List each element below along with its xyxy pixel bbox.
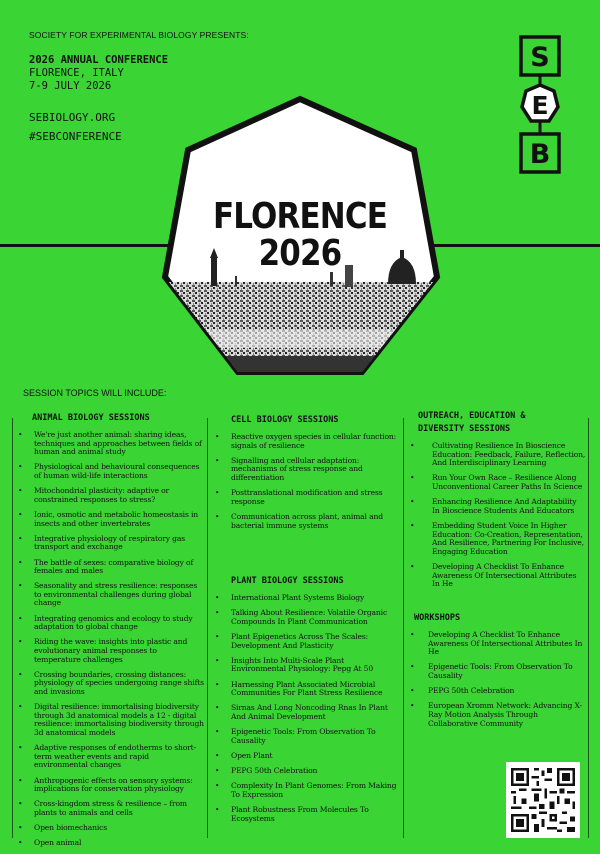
list-item: • We're just another animal: sharing ideas, techniques and approaches between fields of human and animal study bbox=[18, 430, 202, 457]
list-item: • Open animal bbox=[18, 838, 82, 848]
presenter-line: SOCIETY FOR EXPERIMENTAL BIOLOGY PRESENTS: bbox=[29, 30, 249, 40]
hashtag: #SEBCONFERENCE bbox=[29, 130, 122, 143]
list-item: • European Xromm Network: Advancing X-Ray Motion Analysis Through Collaborative Community bbox=[410, 701, 582, 728]
list-item: • Integrative physiology of respiratory gas transport and exchange bbox=[18, 533, 185, 552]
list-item: • Riding the wave: insights into plastic and evolutionary animal responses to temperature challenges bbox=[18, 637, 188, 664]
outreach-column bbox=[406, 410, 586, 595]
cell-sessions-list bbox=[211, 433, 399, 530]
list-item: • Plant Epigenetics Across The Scales: Development And Plasticity bbox=[215, 631, 369, 650]
hero-year: 2026 bbox=[258, 233, 342, 274]
list-item: • Harnessing Plant Associated Microbial Communities For Plant Stress Resilience bbox=[215, 679, 383, 698]
list-item: • Communication across plant, animal and bacterial immune systems bbox=[215, 511, 383, 530]
logo-letter-b: B bbox=[529, 139, 551, 170]
plant-sessions-list bbox=[211, 594, 399, 823]
conference-location: FLORENCE, ITALY bbox=[29, 67, 124, 79]
list-item: • PEPG 50th Celebration bbox=[410, 686, 515, 696]
conference-dates: 7-9 JULY 2026 bbox=[29, 80, 112, 92]
list-item: • Cross-kingdom stress & resilience – from plants to animals and cells bbox=[18, 799, 187, 817]
list-item: • Open Plant bbox=[215, 750, 273, 760]
list-item: • Open biomechanics bbox=[18, 823, 108, 833]
website-link[interactable]: SEBIOLOGY.ORG bbox=[29, 111, 116, 124]
qr-code[interactable] bbox=[506, 762, 580, 838]
workshops-column bbox=[406, 612, 588, 735]
list-item: • Crossing boundaries, crossing distances: physiology of species undergoing range shifts and invasions bbox=[18, 669, 204, 696]
list-item: • Cultivating Resilience In Bioscience Education: Feedback, Failure, Reflection, And Interdisciplinary Learning bbox=[410, 441, 586, 468]
workshops-list bbox=[406, 631, 588, 728]
animal-biology-column bbox=[14, 412, 204, 854]
list-item: • Complexity In Plant Genomes: From Making To Expression bbox=[215, 781, 397, 799]
list-item: • Anthropogenic effects on sensory systems: implications for conservation physiology bbox=[18, 775, 193, 794]
list-item: • International Plant Systems Biology bbox=[215, 593, 365, 602]
list-item: • Run Your Own Race – Resilience Along Unconventional Career Paths In Science bbox=[410, 473, 583, 491]
list-item: • PEPG 50th Celebration bbox=[215, 766, 318, 776]
list-item: • Ionic, osmotic and metabolic homeostasis in insects and other invertebrates bbox=[18, 509, 198, 528]
column-divider bbox=[403, 418, 404, 838]
list-item: • Posttranslational modification and stress response bbox=[215, 488, 383, 506]
list-item: • Talking About Resilience: Volatile Organic Compounds In Plant Communication bbox=[215, 608, 388, 626]
list-item: • The battle of sexes: comparative biology of females and males bbox=[18, 557, 194, 576]
column-divider bbox=[207, 418, 208, 838]
seb-logo bbox=[518, 34, 562, 176]
logo-letter-s: S bbox=[530, 42, 550, 73]
list-item: • Developing A Checklist To Enhance Awareness Of Intersectional Attributes In He bbox=[410, 630, 583, 657]
section-title: ANIMAL BIOLOGY SESSIONS bbox=[32, 413, 150, 423]
list-item: • Mitochondrial plasticity: adaptive or constrained responses to stress? bbox=[18, 486, 170, 504]
list-item: • Digital resilience: immortalising biodiversity through 3d anatomical models a 12 - digital resilience: immortalising biodiversity through 3d anatomical models bbox=[18, 702, 204, 737]
conference-title: 2026 ANNUAL CONFERENCE bbox=[29, 54, 169, 66]
outreach-sessions-list bbox=[406, 442, 586, 589]
hero-title: FLORENCE bbox=[213, 196, 387, 237]
logo-letter-e: E bbox=[531, 91, 549, 120]
column-divider bbox=[588, 418, 589, 838]
list-item: • Enhancing Resilience And Adaptability In Bioscience Students And Educators bbox=[410, 497, 577, 515]
list-item: • Epigenetic Tools: From Observation To Causality bbox=[410, 662, 573, 680]
session-topics-label: SESSION TOPICS WILL INCLUDE: bbox=[23, 388, 167, 398]
list-item: • Seasonality and stress resilience: responses to environmental challenges during global change bbox=[18, 581, 198, 608]
list-item: • Sirnas And Long Noncoding Rnas In Plant And Animal Development bbox=[215, 703, 388, 721]
list-item: • Plant Robustness From Molecules To Ecosystems bbox=[215, 805, 369, 823]
section-title: OUTREACH, EDUCATION & DIVERSITY SESSIONS bbox=[418, 411, 526, 434]
list-item: • Embedding Student Voice In Higher Education: Co-Creation, Representation, And Resilience, Partnering For Inclusive, Engaging Education bbox=[410, 520, 584, 556]
list-item: • Reactive oxygen species in cellular function: signals of resilience bbox=[215, 432, 397, 450]
list-item: • Adaptive responses of endotherms to short-term weather events and rapid environmental changes bbox=[18, 743, 196, 770]
section-title: WORKSHOPS bbox=[414, 613, 461, 623]
plant-biology-column bbox=[211, 575, 399, 830]
animal-sessions-list bbox=[14, 431, 204, 848]
section-title: CELL BIOLOGY SESSIONS bbox=[231, 415, 339, 425]
section-title: PLANT BIOLOGY SESSIONS bbox=[231, 576, 344, 586]
list-item: • Developing A Checklist To Enhance Awareness Of Intersectional Attributes In He bbox=[410, 561, 577, 589]
list-item: • Insights Into Multi-Scale Plant Environmental Physiology: Pepg At 50 bbox=[215, 655, 374, 674]
column-divider bbox=[12, 418, 13, 838]
list-item: • Signalling and cellular adaptation: mechanisms of stress response and differentiation bbox=[215, 455, 363, 482]
cell-biology-column bbox=[211, 414, 399, 537]
list-item: • Integrating genomics and ecology to study adaptation to global change bbox=[18, 613, 193, 632]
list-item: • Physiological and behavioural consequences of human wild-life interactions bbox=[18, 462, 200, 480]
list-item: • Epigenetic Tools: From Observation To Causality bbox=[215, 727, 376, 745]
